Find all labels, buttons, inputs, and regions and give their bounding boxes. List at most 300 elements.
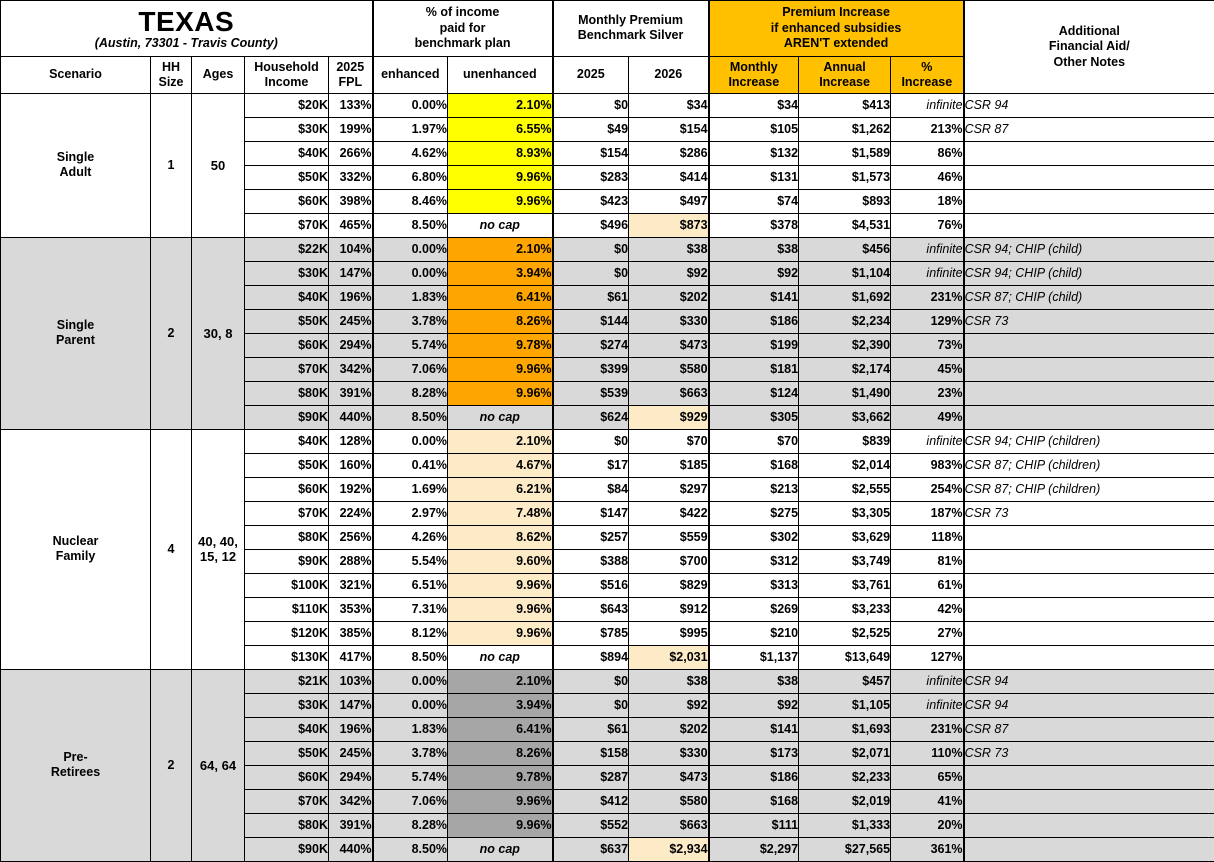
premium-2026-cell: $473 [629, 333, 709, 357]
monthly-increase-cell: $186 [709, 765, 799, 789]
notes-cell: CSR 73 [964, 741, 1214, 765]
col-household-income-line-2: Income [247, 75, 326, 90]
fpl-cell: 103% [329, 669, 373, 693]
unenhanced-pct-cell: 9.96% [448, 357, 553, 381]
annual-increase-cell: $3,749 [799, 549, 891, 573]
notes-cell [964, 573, 1214, 597]
unenhanced-pct-cell: no cap [448, 645, 553, 669]
pct-increase-cell: infinite [891, 93, 964, 117]
ages-cell [192, 669, 245, 861]
pct-increase-cell: infinite [891, 693, 964, 717]
col-pct-increase-line-1: % [893, 60, 961, 75]
col-fpl-line-2: FPL [331, 75, 370, 90]
pct-increase-cell: 18% [891, 189, 964, 213]
fpl-cell: 199% [329, 117, 373, 141]
premium-2026-cell: $38 [629, 237, 709, 261]
pct-increase-cell: 187% [891, 501, 964, 525]
enhanced-pct-cell: 8.28% [373, 381, 448, 405]
fpl-cell: 256% [329, 525, 373, 549]
unenhanced-pct-cell: 9.96% [448, 813, 553, 837]
notes-line-2: Financial Aid/ [967, 39, 1213, 55]
premium-2026-cell: $995 [629, 621, 709, 645]
unenhanced-pct-cell: 4.67% [448, 453, 553, 477]
fpl-cell: 196% [329, 717, 373, 741]
premium-2025-cell: $283 [553, 165, 629, 189]
pct-increase-cell: 46% [891, 165, 964, 189]
fpl-cell: 391% [329, 813, 373, 837]
annual-increase-cell: $1,589 [799, 141, 891, 165]
hh-size-cell: 2 [151, 669, 192, 861]
premium-2025-cell: $539 [553, 381, 629, 405]
household-income-cell: $40K [245, 717, 329, 741]
notes-line-3: Other Notes [967, 55, 1213, 71]
table-row [1, 669, 1214, 693]
ages-cell [192, 237, 245, 429]
premium-2025-cell: $516 [553, 573, 629, 597]
pct-increase-cell: 213% [891, 117, 964, 141]
enhanced-pct-cell: 0.41% [373, 453, 448, 477]
monthly-increase-cell: $186 [709, 309, 799, 333]
scenario-label-line-2: Parent [1, 333, 150, 349]
annual-increase-cell: $2,014 [799, 453, 891, 477]
enhanced-pct-cell: 0.00% [373, 693, 448, 717]
col-monthly-increase [709, 56, 799, 93]
monthly-increase-cell: $38 [709, 237, 799, 261]
household-income-cell: $30K [245, 117, 329, 141]
fpl-cell: 391% [329, 381, 373, 405]
premium-2025-cell: $643 [553, 597, 629, 621]
col-unenhanced [448, 56, 553, 93]
premium-2026-cell: $92 [629, 261, 709, 285]
household-income-cell: $70K [245, 357, 329, 381]
premium-2026-cell: $2,031 [629, 645, 709, 669]
premium-2026-cell: $700 [629, 549, 709, 573]
fpl-cell: 288% [329, 549, 373, 573]
pct-increase-cell: 231% [891, 285, 964, 309]
notes-cell [964, 621, 1214, 645]
household-income-cell: $90K [245, 837, 329, 861]
premium-2026-cell: $330 [629, 741, 709, 765]
premium-2025-cell: $496 [553, 213, 629, 237]
monthly-premium-line-2: Benchmark Silver [556, 28, 706, 44]
monthly-increase-cell: $131 [709, 165, 799, 189]
fpl-cell: 440% [329, 837, 373, 861]
fpl-cell: 245% [329, 741, 373, 765]
annual-increase-cell: $3,305 [799, 501, 891, 525]
pct-increase-cell: 45% [891, 357, 964, 381]
col-monthly-increase-line-1: Monthly [712, 60, 797, 75]
annual-increase-cell: $2,174 [799, 357, 891, 381]
premium-2025-cell: $61 [553, 717, 629, 741]
col-2025-line-1: 2025 [556, 67, 627, 82]
notes-cell [964, 405, 1214, 429]
notes-cell [964, 333, 1214, 357]
monthly-increase-cell: $70 [709, 429, 799, 453]
fpl-cell: 104% [329, 237, 373, 261]
household-income-cell: $70K [245, 213, 329, 237]
col-fpl-line-1: 2025 [331, 60, 370, 75]
premium-increase-header [709, 1, 964, 57]
notes-cell: CSR 87; CHIP (children) [964, 477, 1214, 501]
premium-2026-cell: $92 [629, 693, 709, 717]
fpl-cell: 196% [329, 285, 373, 309]
premium-2026-cell: $185 [629, 453, 709, 477]
monthly-increase-cell: $92 [709, 693, 799, 717]
fpl-cell: 385% [329, 621, 373, 645]
notes-cell [964, 549, 1214, 573]
premium-2026-cell: $422 [629, 501, 709, 525]
pct-increase-cell: 81% [891, 549, 964, 573]
annual-increase-cell: $2,019 [799, 789, 891, 813]
enhanced-pct-cell: 4.62% [373, 141, 448, 165]
col-household-income-line-1: Household [247, 60, 326, 75]
pct-increase-cell: 86% [891, 141, 964, 165]
premium-2026-cell: $559 [629, 525, 709, 549]
notes-cell [964, 837, 1214, 861]
household-income-cell: $20K [245, 93, 329, 117]
unenhanced-pct-cell: 6.41% [448, 285, 553, 309]
enhanced-pct-cell: 4.26% [373, 525, 448, 549]
household-income-cell: $70K [245, 501, 329, 525]
notes-cell [964, 813, 1214, 837]
premium-2025-cell: $785 [553, 621, 629, 645]
unenhanced-pct-cell: 9.96% [448, 789, 553, 813]
monthly-increase-cell: $1,137 [709, 645, 799, 669]
ages-line-1: 64, 64 [192, 758, 244, 773]
enhanced-pct-cell: 0.00% [373, 429, 448, 453]
enhanced-pct-cell: 5.74% [373, 333, 448, 357]
annual-increase-cell: $1,333 [799, 813, 891, 837]
household-income-cell: $90K [245, 405, 329, 429]
premium-2026-cell: $929 [629, 405, 709, 429]
pct-increase-cell: 49% [891, 405, 964, 429]
state-title-cell [1, 1, 373, 57]
pct-income-line-1: % of income [376, 5, 550, 21]
notes-cell: CSR 94; CHIP (child) [964, 261, 1214, 285]
pct-increase-cell: 110% [891, 741, 964, 765]
annual-increase-cell: $2,071 [799, 741, 891, 765]
household-income-cell: $40K [245, 141, 329, 165]
premium-2026-cell: $829 [629, 573, 709, 597]
pct-increase-cell: 118% [891, 525, 964, 549]
fpl-cell: 192% [329, 477, 373, 501]
household-income-cell: $130K [245, 645, 329, 669]
household-income-cell: $60K [245, 189, 329, 213]
monthly-increase-cell: $141 [709, 285, 799, 309]
notes-line-1: Additional [967, 24, 1213, 40]
notes-cell: CSR 94 [964, 93, 1214, 117]
household-income-cell: $60K [245, 333, 329, 357]
premium-2026-cell: $202 [629, 717, 709, 741]
enhanced-pct-cell: 8.12% [373, 621, 448, 645]
enhanced-pct-cell: 1.83% [373, 717, 448, 741]
annual-increase-cell: $1,262 [799, 117, 891, 141]
unenhanced-pct-cell: 9.96% [448, 597, 553, 621]
unenhanced-pct-cell: 9.96% [448, 381, 553, 405]
unenhanced-pct-cell: 6.41% [448, 717, 553, 741]
notes-cell: CSR 87; CHIP (child) [964, 285, 1214, 309]
fpl-cell: 224% [329, 501, 373, 525]
scenario-label-line-1: Nuclear [1, 534, 150, 550]
monthly-increase-cell: $312 [709, 549, 799, 573]
pct-increase-cell: 129% [891, 309, 964, 333]
premium-2025-cell: $0 [553, 669, 629, 693]
col-hh-size [151, 56, 192, 93]
premium-2026-cell: $473 [629, 765, 709, 789]
notes-cell [964, 789, 1214, 813]
monthly-increase-cell: $168 [709, 453, 799, 477]
col-2025 [553, 56, 629, 93]
scenario-cell [1, 669, 151, 861]
unenhanced-pct-cell: 2.10% [448, 93, 553, 117]
col-scenario-line-1: Scenario [3, 67, 148, 82]
fpl-cell: 245% [329, 309, 373, 333]
notes-cell [964, 189, 1214, 213]
monthly-increase-cell: $378 [709, 213, 799, 237]
notes-cell [964, 165, 1214, 189]
notes-cell: CSR 94 [964, 669, 1214, 693]
household-income-cell: $40K [245, 285, 329, 309]
fpl-cell: 332% [329, 165, 373, 189]
scenario-label-line-2: Family [1, 549, 150, 565]
premium-increase-line-3: AREN'T extended [712, 36, 961, 52]
unenhanced-pct-cell: 6.21% [448, 477, 553, 501]
household-income-cell: $70K [245, 789, 329, 813]
scenario-label-line-2: Retirees [1, 765, 150, 781]
premium-2025-cell: $624 [553, 405, 629, 429]
premium-2025-cell: $144 [553, 309, 629, 333]
notes-header [964, 1, 1214, 94]
household-income-cell: $60K [245, 765, 329, 789]
ages-line-1: 50 [192, 158, 244, 173]
annual-increase-cell: $839 [799, 429, 891, 453]
household-income-cell: $30K [245, 693, 329, 717]
enhanced-pct-cell: 8.46% [373, 189, 448, 213]
unenhanced-pct-cell: no cap [448, 213, 553, 237]
pct-increase-cell: infinite [891, 669, 964, 693]
scenario-label-line-1: Single [1, 150, 150, 166]
premium-2025-cell: $158 [553, 741, 629, 765]
notes-cell: CSR 94; CHIP (children) [964, 429, 1214, 453]
pct-increase-cell: infinite [891, 429, 964, 453]
annual-increase-cell: $13,649 [799, 645, 891, 669]
scenario-cell [1, 93, 151, 237]
annual-increase-cell: $1,105 [799, 693, 891, 717]
notes-cell [964, 213, 1214, 237]
unenhanced-pct-cell: 2.10% [448, 429, 553, 453]
notes-cell: CSR 94; CHIP (child) [964, 237, 1214, 261]
table-row [1, 237, 1214, 261]
premium-increase-line-1: Premium Increase [712, 5, 961, 21]
monthly-increase-cell: $111 [709, 813, 799, 837]
unenhanced-pct-cell: 9.96% [448, 189, 553, 213]
premium-2026-cell: $414 [629, 165, 709, 189]
annual-increase-cell: $4,531 [799, 213, 891, 237]
enhanced-pct-cell: 1.69% [373, 477, 448, 501]
monthly-increase-cell: $181 [709, 357, 799, 381]
scenario-label-line-2: Adult [1, 165, 150, 181]
pct-increase-cell: infinite [891, 237, 964, 261]
notes-cell: CSR 87; CHIP (children) [964, 453, 1214, 477]
table-row [1, 93, 1214, 117]
premium-2025-cell: $287 [553, 765, 629, 789]
hh-size-cell: 2 [151, 237, 192, 429]
unenhanced-pct-cell: 6.55% [448, 117, 553, 141]
scenario-cell [1, 237, 151, 429]
annual-increase-cell: $2,233 [799, 765, 891, 789]
premium-2025-cell: $274 [553, 333, 629, 357]
enhanced-pct-cell: 7.06% [373, 789, 448, 813]
monthly-increase-cell: $2,297 [709, 837, 799, 861]
pct-increase-cell: 127% [891, 645, 964, 669]
pct-increase-cell: 73% [891, 333, 964, 357]
annual-increase-cell: $3,629 [799, 525, 891, 549]
hh-size-cell: 1 [151, 93, 192, 237]
annual-increase-cell: $2,234 [799, 309, 891, 333]
monthly-increase-cell: $269 [709, 597, 799, 621]
premium-2026-cell: $663 [629, 813, 709, 837]
premium-2025-cell: $388 [553, 549, 629, 573]
col-ages [192, 56, 245, 93]
monthly-increase-cell: $305 [709, 405, 799, 429]
premium-2025-cell: $412 [553, 789, 629, 813]
col-annual-increase-line-1: Annual [801, 60, 888, 75]
premium-2025-cell: $637 [553, 837, 629, 861]
premium-2025-cell: $0 [553, 693, 629, 717]
pct-increase-cell: 23% [891, 381, 964, 405]
notes-cell [964, 141, 1214, 165]
annual-increase-cell: $1,104 [799, 261, 891, 285]
monthly-premium-line-1: Monthly Premium [556, 13, 706, 29]
monthly-increase-cell: $34 [709, 93, 799, 117]
premium-2025-cell: $17 [553, 453, 629, 477]
premium-2026-cell: $873 [629, 213, 709, 237]
notes-cell: CSR 87 [964, 717, 1214, 741]
annual-increase-cell: $2,390 [799, 333, 891, 357]
notes-cell: CSR 73 [964, 309, 1214, 333]
unenhanced-pct-cell: 2.10% [448, 237, 553, 261]
enhanced-pct-cell: 3.78% [373, 741, 448, 765]
fpl-cell: 465% [329, 213, 373, 237]
fpl-cell: 321% [329, 573, 373, 597]
unenhanced-pct-cell: 8.26% [448, 741, 553, 765]
col-hh-size-line-2: Size [153, 75, 189, 90]
pct-income-header [373, 1, 553, 57]
fpl-cell: 147% [329, 693, 373, 717]
pct-income-line-2: paid for [376, 21, 550, 37]
household-income-cell: $21K [245, 669, 329, 693]
premium-2026-cell: $286 [629, 141, 709, 165]
annual-increase-cell: $1,573 [799, 165, 891, 189]
fpl-cell: 398% [329, 189, 373, 213]
annual-increase-cell: $27,565 [799, 837, 891, 861]
enhanced-pct-cell: 5.54% [373, 549, 448, 573]
enhanced-pct-cell: 1.83% [373, 285, 448, 309]
annual-increase-cell: $3,662 [799, 405, 891, 429]
monthly-increase-cell: $105 [709, 117, 799, 141]
pct-increase-cell: 231% [891, 717, 964, 741]
household-income-cell: $120K [245, 621, 329, 645]
annual-increase-cell: $3,761 [799, 573, 891, 597]
ages-cell [192, 93, 245, 237]
household-income-cell: $80K [245, 813, 329, 837]
pct-increase-cell: infinite [891, 261, 964, 285]
pct-income-line-3: benchmark plan [376, 36, 550, 52]
col-hh-size-line-1: HH [153, 60, 189, 75]
premium-2025-cell: $0 [553, 261, 629, 285]
premium-2026-cell: $70 [629, 429, 709, 453]
notes-cell [964, 645, 1214, 669]
header-row-top [1, 1, 1214, 57]
unenhanced-pct-cell: 8.62% [448, 525, 553, 549]
premium-2025-cell: $399 [553, 357, 629, 381]
annual-increase-cell: $413 [799, 93, 891, 117]
monthly-increase-cell: $210 [709, 621, 799, 645]
household-income-cell: $50K [245, 741, 329, 765]
fpl-cell: 417% [329, 645, 373, 669]
fpl-cell: 133% [329, 93, 373, 117]
scenario-cell [1, 429, 151, 669]
fpl-cell: 294% [329, 765, 373, 789]
ages-cell [192, 429, 245, 669]
col-pct-increase [891, 56, 964, 93]
unenhanced-pct-cell: no cap [448, 837, 553, 861]
enhanced-pct-cell: 0.00% [373, 669, 448, 693]
monthly-increase-cell: $302 [709, 525, 799, 549]
unenhanced-pct-cell: 9.96% [448, 573, 553, 597]
enhanced-pct-cell: 0.00% [373, 93, 448, 117]
monthly-increase-cell: $38 [709, 669, 799, 693]
pct-increase-cell: 76% [891, 213, 964, 237]
enhanced-pct-cell: 8.50% [373, 405, 448, 429]
premium-2025-cell: $84 [553, 477, 629, 501]
state-title: TEXAS [1, 7, 372, 36]
annual-increase-cell: $893 [799, 189, 891, 213]
notes-cell [964, 765, 1214, 789]
col-unenhanced-line-1: unenhanced [450, 67, 550, 82]
enhanced-pct-cell: 6.51% [373, 573, 448, 597]
unenhanced-pct-cell: 7.48% [448, 501, 553, 525]
state-subtitle: (Austin, 73301 - Travis County) [1, 36, 372, 50]
household-income-cell: $60K [245, 477, 329, 501]
monthly-increase-cell: $92 [709, 261, 799, 285]
fpl-cell: 160% [329, 453, 373, 477]
annual-increase-cell: $1,693 [799, 717, 891, 741]
col-fpl [329, 56, 373, 93]
col-enhanced [373, 56, 448, 93]
premium-2026-cell: $297 [629, 477, 709, 501]
household-income-cell: $50K [245, 309, 329, 333]
household-income-cell: $80K [245, 381, 329, 405]
annual-increase-cell: $456 [799, 237, 891, 261]
enhanced-pct-cell: 7.06% [373, 357, 448, 381]
enhanced-pct-cell: 5.74% [373, 765, 448, 789]
col-2026-line-1: 2026 [631, 67, 706, 82]
household-income-cell: $100K [245, 573, 329, 597]
monthly-increase-cell: $213 [709, 477, 799, 501]
premium-2025-cell: $423 [553, 189, 629, 213]
unenhanced-pct-cell: 2.10% [448, 669, 553, 693]
fpl-cell: 147% [329, 261, 373, 285]
enhanced-pct-cell: 2.97% [373, 501, 448, 525]
premium-2026-cell: $154 [629, 117, 709, 141]
pct-increase-cell: 65% [891, 765, 964, 789]
enhanced-pct-cell: 8.28% [373, 813, 448, 837]
enhanced-pct-cell: 6.80% [373, 165, 448, 189]
premium-2025-cell: $154 [553, 141, 629, 165]
fpl-cell: 266% [329, 141, 373, 165]
premium-2026-cell: $34 [629, 93, 709, 117]
